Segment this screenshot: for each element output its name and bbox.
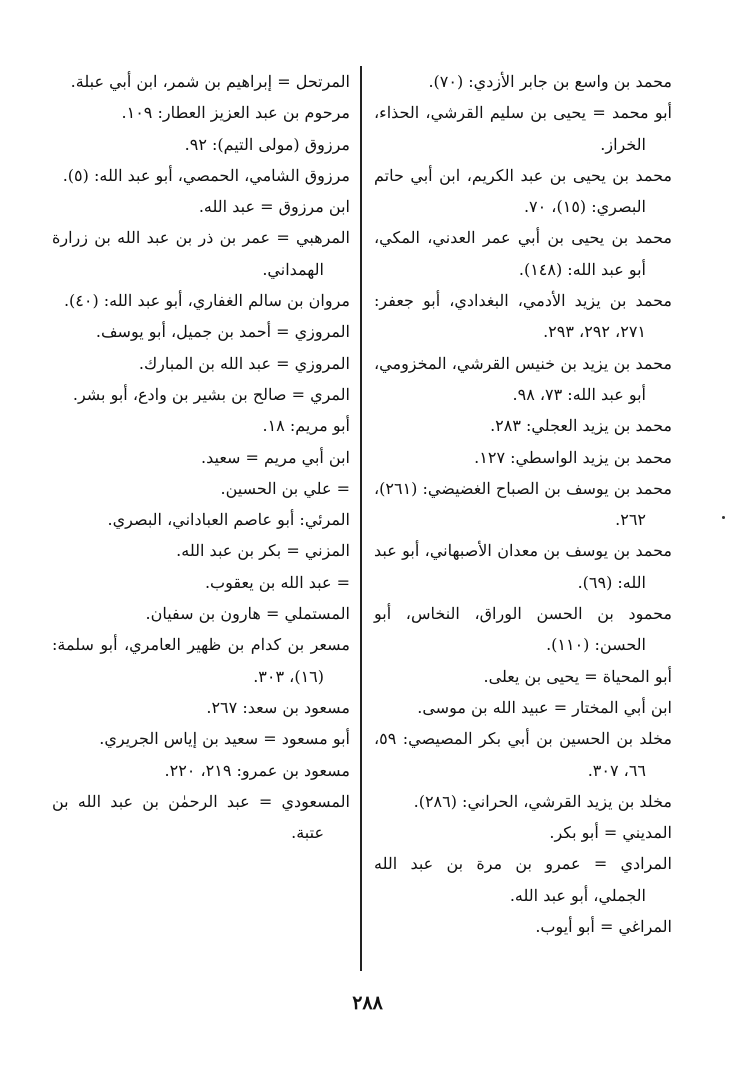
index-column-left [52, 66, 350, 848]
index-entry: أبو مسعود = سعيد بن إياس الجريري. [99, 729, 350, 749]
index-entry: المديني = أبو بكر. [549, 823, 672, 843]
index-entry: محمد بن يزيد الواسطي: ١٢٧. [474, 447, 672, 467]
index-entry: مرحوم بن عبد العزيز العطار: ١٠٩. [121, 103, 350, 123]
index-entry: المرئي: أبو عاصم العباداني، البصري. [107, 510, 350, 530]
index-entry: المروزي = أحمد بن جميل، أبو يوسف. [95, 322, 350, 342]
index-entry: أبو محمد = يحيى بن سليم القرشي، الحذاء، الخراز. [374, 103, 672, 154]
index-entry: أبو مريم: ١٨. [262, 416, 350, 436]
page-number: ٢٨٨ [352, 992, 383, 1014]
index-entry: محمود بن الحسن الوراق، النخاس، أبو الحسن: (١١٠). [374, 604, 672, 655]
index-entry: ابن أبي المختار = عبيد الله بن موسى. [417, 697, 672, 717]
index-column-right [374, 66, 672, 942]
index-entry: مرزوق الشامي، الحمصي، أبو عبد الله: (٥). [62, 165, 350, 185]
index-entry: المراغي = أبو أيوب. [535, 917, 672, 937]
index-entry: المرادي = عمرو بن مرة بن عبد الله الجملي، أبو عبد الله. [374, 854, 672, 905]
index-entry: ابن مرزوق = عبد الله. [198, 197, 350, 217]
index-entry: محمد بن واسع بن جابر الأزدي: (٧٠). [428, 72, 672, 91]
index-entry: المسعودي = عبد الرحمٰن بن عبد الله بن عتبة. [52, 791, 350, 843]
index-entry: محمد بن يحيى بن أبي عمر العدني، المكي، أبو عبد الله: (١٤٨). [374, 228, 672, 279]
index-entry: محمد بن يزيد بن خنيس القرشي، المخزومي، أبو عبد الله: ٧٣، ٩٨. [374, 353, 672, 404]
index-entry: محمد بن يحيى بن عبد الكريم، ابن أبي حاتم البصري: (١٥)، ٧٠. [374, 165, 672, 217]
index-entry: مروان بن سالم الغفاري، أبو عبد الله: (٤٠). [63, 291, 350, 311]
index-entry: مسعر بن كدام بن ظهير العامري، أبو سلمة: (١٦)، ٣٠٣. [52, 635, 350, 686]
index-entry: أبو المحياة = يحيى بن يعلى. [483, 666, 672, 686]
index-entry: مخلد بن الحسين بن أبي بكر المصيصي: ٥٩، ٦٦، ٣٠٧. [374, 729, 672, 780]
index-entry: مسعود بن عمرو: ٢١٩، ٢٢٠. [164, 760, 350, 780]
index-entry: ابن أبي مريم = سعيد. [201, 447, 350, 467]
index-entry: المرتحل = إبراهيم بن شمر، ابن أبي عبلة. [70, 72, 350, 91]
index-entry: محمد بن يوسف بن الصباح الغضيضي: (٢٦١)، ٢٦٢. [373, 478, 672, 530]
index-entry: مخلد بن يزيد القرشي، الحراني: (٢٨٦). [413, 791, 672, 811]
index-entry: المرهبي = عمر بن ذر بن عبد الله بن زرارة الهمداني. [52, 228, 350, 279]
scan-speck [722, 516, 725, 519]
index-entry: المري = صالح بن بشير بن وادع، أبو بشر. [72, 384, 350, 404]
index-entry: المروزي = عبد الله بن المبارك. [138, 353, 350, 373]
index-entry: محمد بن يوسف بن معدان الأصبهاني، أبو عبد الله: (٦٩). [374, 541, 672, 592]
column-divider [360, 66, 362, 971]
index-entry: مسعود بن سعد: ٢٦٧. [206, 697, 350, 717]
index-entry: المزني = بكر بن عبد الله. [176, 541, 350, 561]
index-entry: = عبد الله بن يعقوب. [204, 572, 350, 592]
index-entry: محمد بن يزيد الأدمي، البغدادي، أبو جعفر: ٢٧١، ٢٩٢، ٢٩٣. [374, 291, 672, 342]
index-entry: المستملي = هارون بن سفيان. [145, 604, 350, 624]
index-entry: مرزوق (مولى التيم): ٩٢. [184, 134, 350, 154]
index-entry: محمد بن يزيد العجلي: ٢٨٣. [490, 416, 672, 436]
index-entry: = علي بن الحسين. [220, 478, 350, 498]
